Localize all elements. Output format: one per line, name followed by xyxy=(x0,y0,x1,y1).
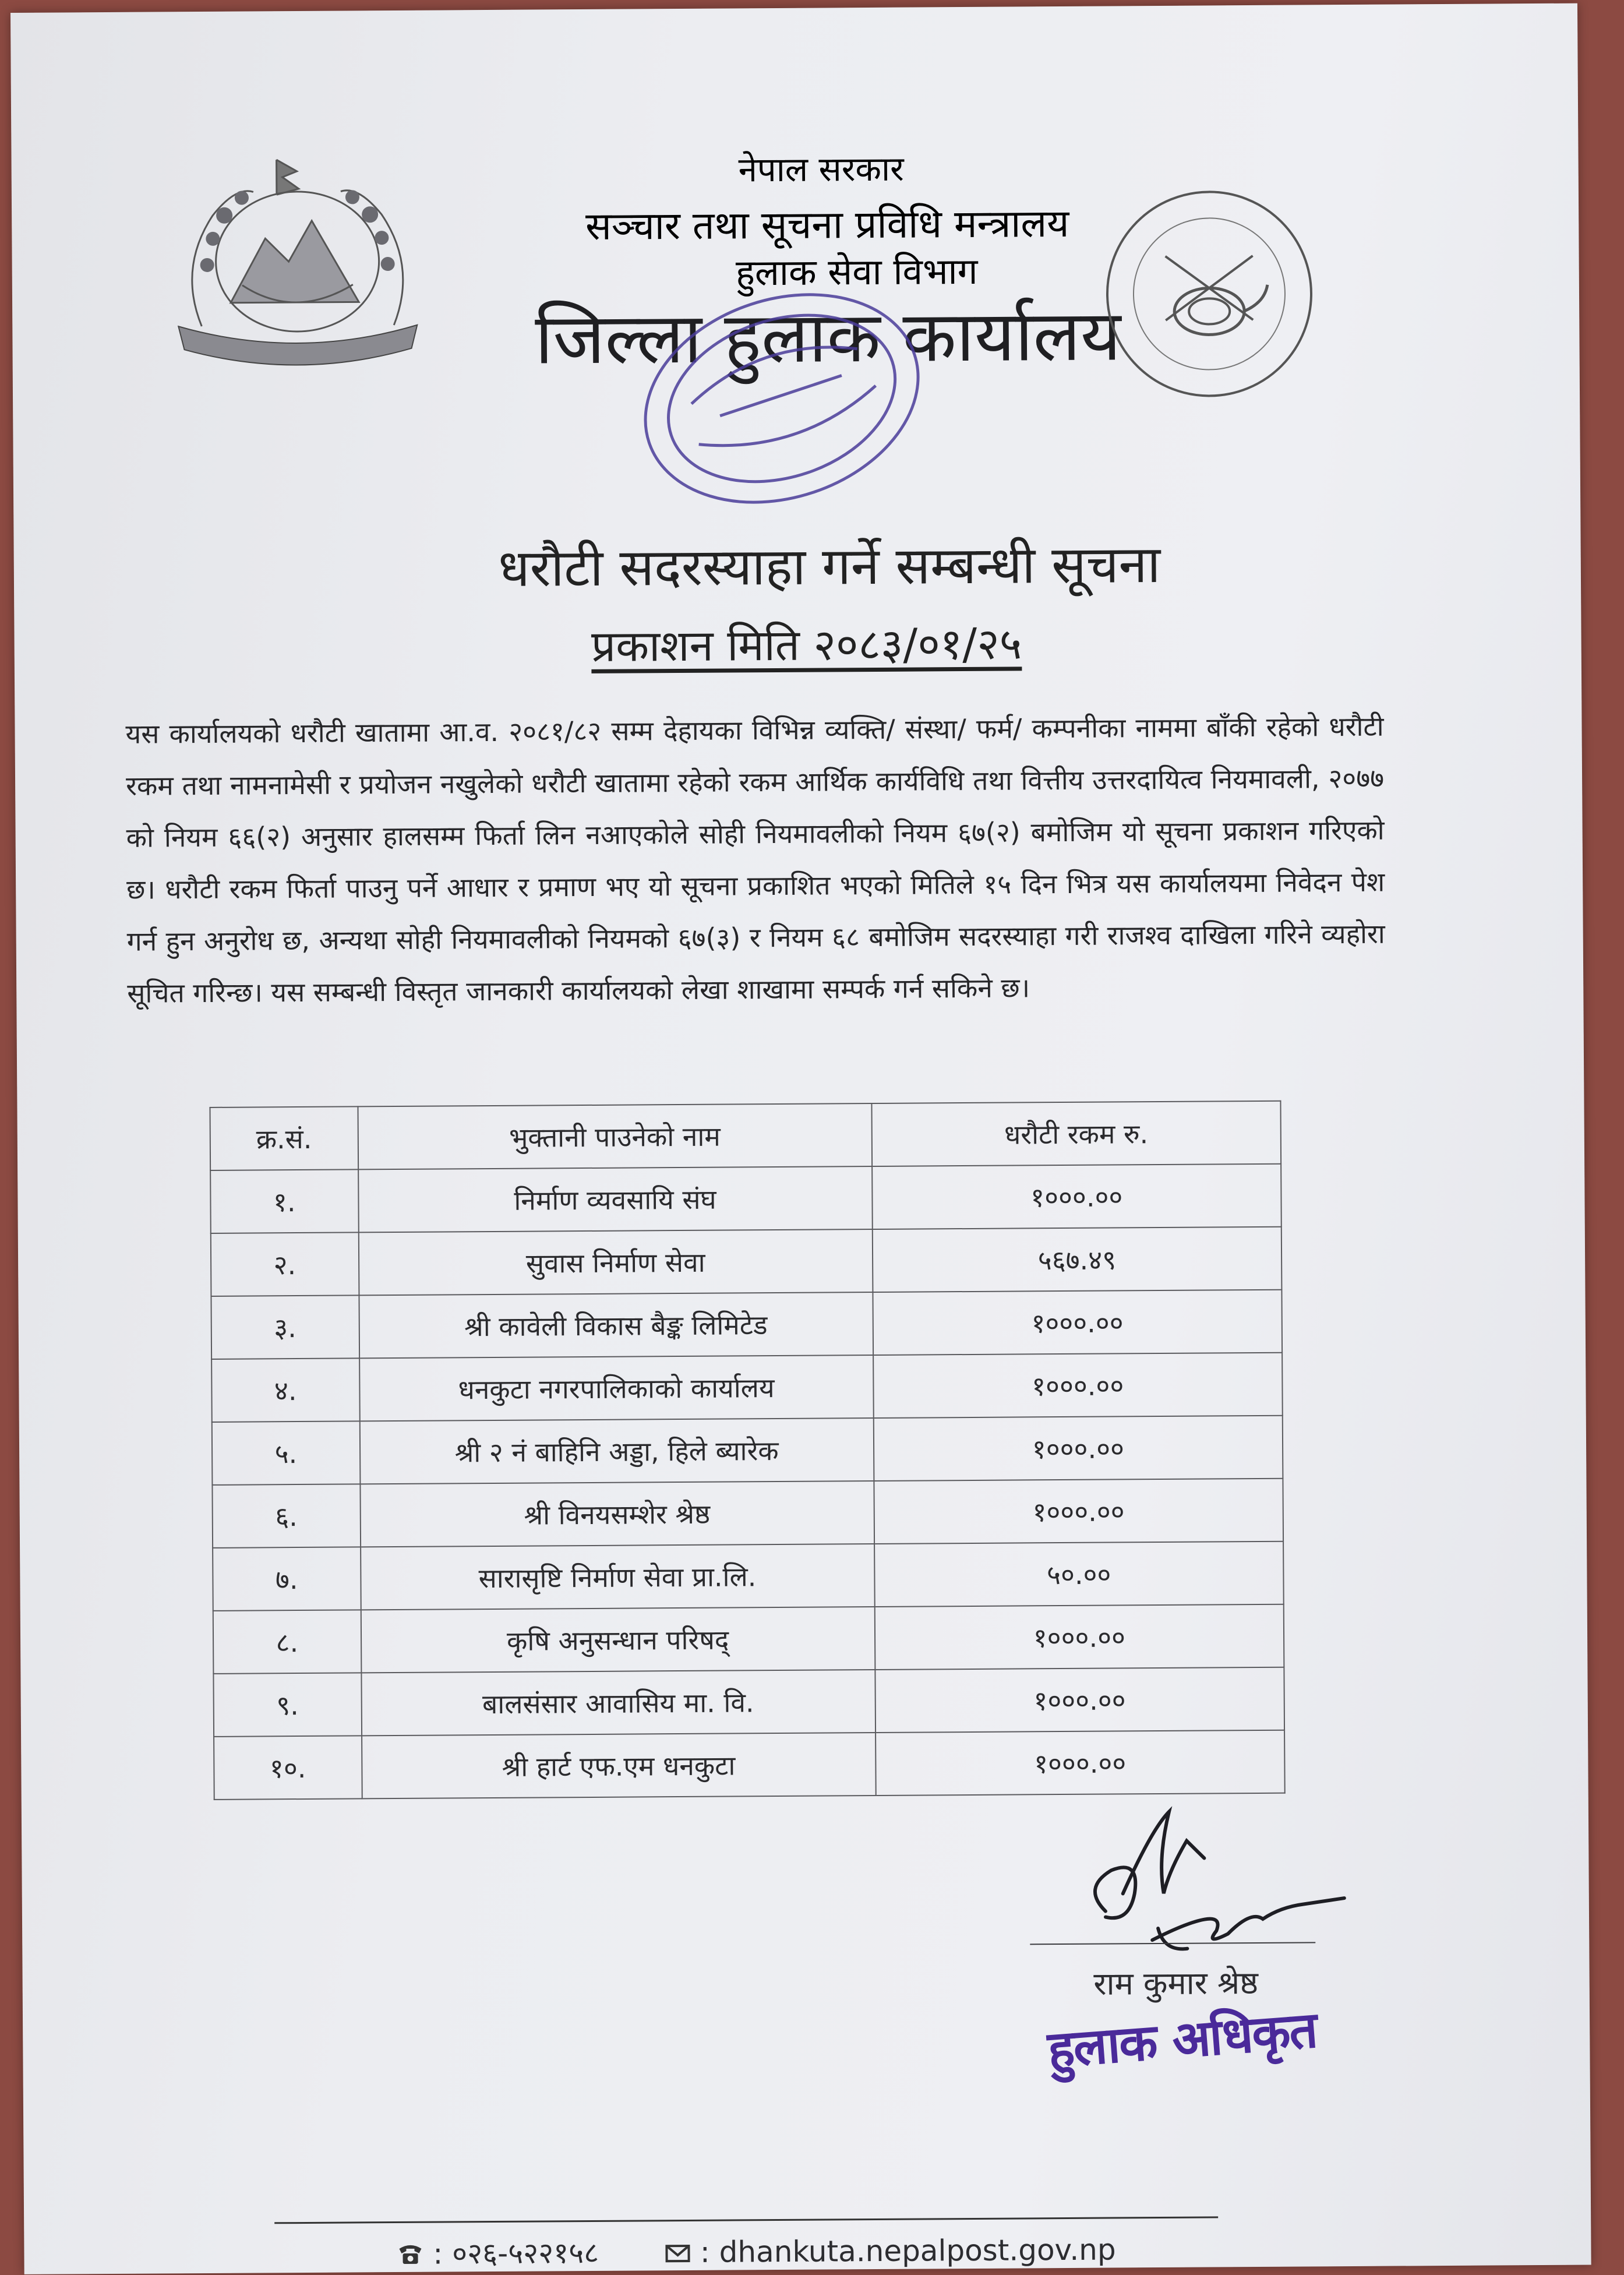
table-row xyxy=(212,1479,1283,1548)
serial-cell: ८. xyxy=(213,1610,361,1674)
notice-body: यस कार्यालयको धरौटी खातामा आ.व. २०८१/८२ सम्म देहायका विभिन्न व्यक्ति/ संस्था/ फर्म/ कम्पनीका नाममा बाँकी रहेको धरौटी रकम तथा नामनामेसी र प्रयोजन नखुलेको धरौटी खातामा रहेको रकम आर्थिक कार्यविधि तथा वित्तीय उत्तरदायित्व नियमावली, २०७७ को नियम ६६(२) अनुसार हालसम्म फिर्ता लिन नआएकोले सोही नियमावलीको नियम ६७(२) बमोजिम यो सूचना प्रकाशन गरिएको छ। धरौटी रकम फिर्ता पाउनु पर्ने आधार र प्रमाण भए यो सूचना प्रकाशित भएको मितिले १५ दिन भित्र यस कार्यालयमा निवेदन पेश गर्न हुन अनुरोध छ, अन्यथा सोही नियमावलीको नियमको ६७(३) र नियम ६८ बमोजिम सदरस्याहा गरी राजश्व दाखिला गरिने व्यहोरा सूचित गरिन्छ। यस सम्बन्धी विस्तृत जानकारी कार्यालयको लेखा शाखामा सम्पर्क गर्न सकिने छ। xyxy=(125,710,1385,1009)
payee-cell: सुवास निर्माण सेवा xyxy=(358,1229,873,1295)
payee-cell: श्री २ नं बाहिनि अड्डा, हिले ब्यारेक xyxy=(359,1418,874,1484)
payee-cell: सारासृष्टि निर्माण सेवा प्रा.लि. xyxy=(361,1544,875,1610)
office-stamp-icon xyxy=(618,263,946,539)
postal-horn-logo-icon xyxy=(1101,185,1318,402)
serial-cell: ९. xyxy=(213,1673,361,1737)
amount-cell: ५६७.४९ xyxy=(872,1227,1281,1292)
amount-cell: १०००.०० xyxy=(875,1730,1285,1796)
publication-date: प्रकाशन मिति २०८३/०१/२५ xyxy=(591,619,1022,672)
amount-cell: १०००.०० xyxy=(874,1479,1283,1544)
amount-cell: १०००.०० xyxy=(873,1290,1282,1355)
serial-cell: ३. xyxy=(211,1295,359,1359)
signer-title-stamp: हुलाक अधिकृत xyxy=(1046,2001,1319,2080)
table-row xyxy=(211,1290,1282,1359)
notice-paper xyxy=(10,3,1591,2274)
signature-icon xyxy=(1070,1805,1374,1970)
column-header-payee: भुक्तानी पाउनेको नाम xyxy=(358,1103,872,1169)
payee-cell: श्री कावेली विकास बैङ्क लिमिटेड xyxy=(359,1292,873,1358)
table-row xyxy=(214,1730,1285,1800)
footer-website: : dhankuta.nepalpost.gov.np xyxy=(700,2232,1116,2269)
serial-cell: ५. xyxy=(212,1421,360,1485)
serial-cell: ७. xyxy=(213,1547,361,1611)
telephone-icon xyxy=(397,2243,423,2266)
amount-cell: १०००.०० xyxy=(873,1353,1283,1418)
ministry-name: सञ्चार तथा सूचना प्रविधि मन्त्रालय xyxy=(585,200,1069,249)
table-row xyxy=(213,1667,1284,1737)
payee-cell: श्री विनयसम्शेर श्रेष्ठ xyxy=(360,1481,874,1547)
serial-cell: १. xyxy=(210,1169,358,1233)
table-row xyxy=(212,1416,1283,1485)
table-row xyxy=(213,1542,1284,1611)
serial-cell: ६. xyxy=(212,1484,360,1548)
payee-cell: निर्माण व्यवसायि संघ xyxy=(358,1166,873,1232)
serial-cell: १०. xyxy=(214,1736,362,1800)
table-row xyxy=(211,1353,1283,1422)
table-row xyxy=(210,1164,1281,1233)
payee-cell: धनकुटा नगरपालिकाको कार्यालय xyxy=(359,1355,874,1421)
serial-cell: ४. xyxy=(211,1358,359,1422)
payee-cell: बालसंसार आवासिय मा. वि. xyxy=(361,1670,875,1736)
office-name: जिल्ला हुलाक कार्यालय xyxy=(534,295,1121,380)
table-header-row xyxy=(210,1101,1281,1170)
payee-cell: श्री हार्ट एफ.एम धनकुटा xyxy=(362,1733,876,1798)
serial-cell: २. xyxy=(211,1232,359,1296)
column-header-amount: धरौटी रकम रु. xyxy=(871,1101,1281,1166)
table-row xyxy=(213,1604,1284,1674)
amount-cell: १०००.०० xyxy=(873,1416,1283,1481)
footer-divider xyxy=(274,2216,1218,2224)
footer-phone: : ०२६-५२२१५८ xyxy=(433,2235,599,2271)
column-header-serial: क्र.सं. xyxy=(210,1106,358,1170)
payee-cell: कृषि अनुसन्धान परिषद् xyxy=(361,1607,875,1673)
amount-cell: १०००.०० xyxy=(872,1164,1281,1229)
notice-title: धरौटी सदरस्याहा गर्ने सम्बन्धी सूचना xyxy=(498,534,1161,598)
amount-cell: १०००.०० xyxy=(874,1604,1284,1670)
table-row xyxy=(211,1227,1282,1296)
footer-contact xyxy=(397,2228,1154,2273)
amount-cell: १०००.०० xyxy=(875,1667,1284,1733)
mail-icon xyxy=(664,2241,691,2265)
deposit-table xyxy=(209,1101,1285,1800)
government-name: नेपाल सरकार xyxy=(738,149,904,190)
amount-cell: ५०.०० xyxy=(874,1542,1284,1607)
department-name: हुलाक सेवा विभाग xyxy=(735,249,978,294)
signer-name: राम कुमार श्रेष्ठ xyxy=(1093,1964,1259,2002)
